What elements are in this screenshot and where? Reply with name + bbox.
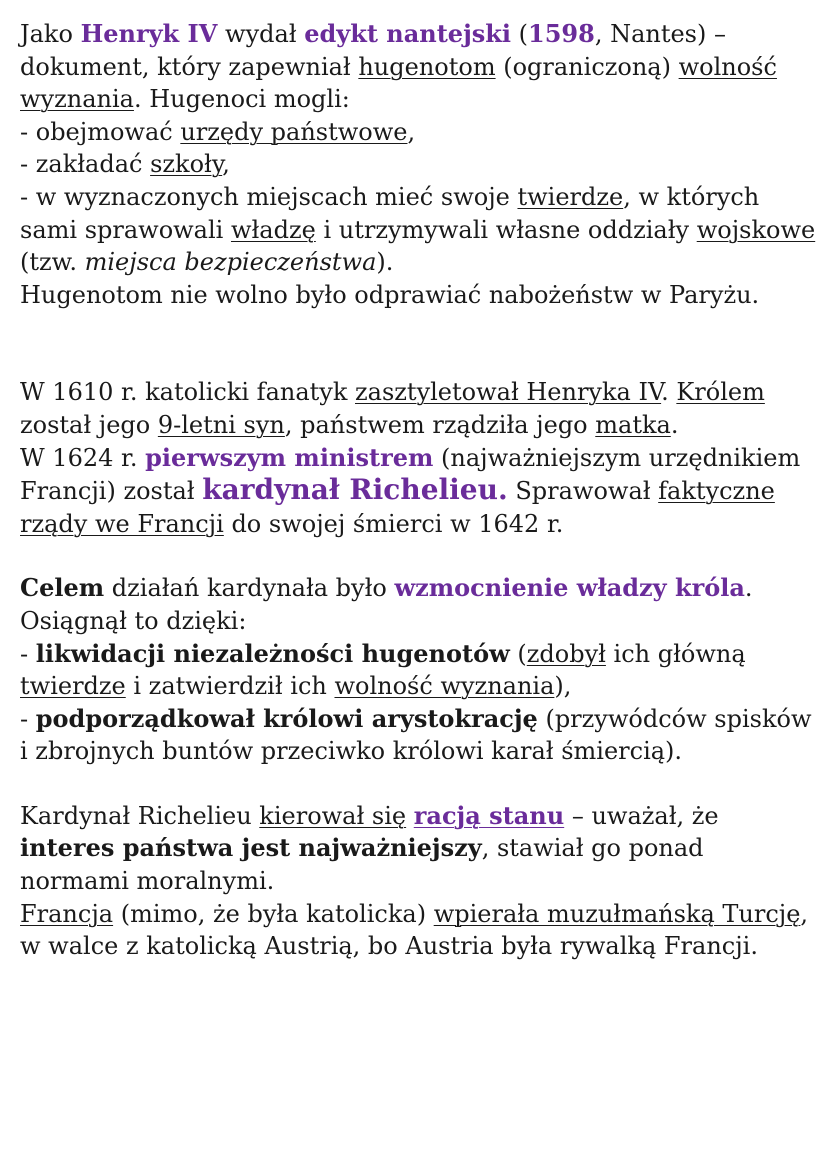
text-run: wojskowe: [696, 215, 816, 244]
text-run: hugenotom: [358, 52, 496, 81]
text-run: W 1610 r. katolicki fanatyk: [20, 378, 356, 407]
paragraph-richelieu-rise: [20, 376, 820, 540]
text-run: , Nantes) – dokument, który zapewniał: [20, 20, 726, 81]
text-run: wolność wyznania: [20, 52, 777, 114]
text-run: miejsca bezpieczeństwa: [84, 248, 377, 277]
text-run: - zakładać: [20, 150, 151, 179]
text-run: (najważniejszym urzędnikiem Francji) został: [20, 443, 801, 506]
text-run: szkoły: [150, 150, 223, 179]
text-run: matka: [595, 410, 671, 439]
text-run: został jego: [20, 410, 158, 439]
text-run: twierdze: [20, 672, 126, 701]
paragraph-edict-of-nantes: [20, 18, 820, 311]
text-run: – uważał, że: [564, 801, 719, 830]
text-run: 1598: [528, 19, 595, 48]
text-run: ,: [222, 150, 230, 179]
text-run: zasztyletował Henryka IV: [355, 378, 662, 407]
paragraph-spacer: [20, 768, 820, 800]
text-run: . Hugenoci mogli:: [133, 85, 350, 114]
text-run: , w których sami sprawowali: [20, 182, 760, 244]
text-run: edykt nantejski: [304, 19, 512, 48]
text-run: faktyczne rządy we Francji: [20, 477, 775, 538]
paragraph-raison-d-etat: [20, 800, 820, 963]
text-run: (ograniczoną): [495, 52, 679, 81]
text-run: Celem: [20, 573, 105, 603]
text-run: ).: [376, 248, 394, 277]
text-run: Hugenotom nie wolno było odprawiać nabożeństw w Paryżu.: [20, 280, 760, 309]
text-run: W 1624 r.: [20, 443, 146, 472]
text-run: , państwem rządziła jego: [284, 410, 596, 439]
text-run: -: [20, 704, 36, 733]
text-run: .: [661, 378, 677, 407]
text-run: ),: [554, 672, 572, 701]
text-run: i zatwierdził ich: [125, 672, 335, 701]
text-run: ,: [407, 117, 416, 146]
text-run: Henryk IV: [80, 19, 218, 48]
paragraph-spacer: [20, 311, 820, 376]
paragraph-cardinal-goals: [20, 572, 820, 768]
text-run: .: [670, 410, 679, 439]
text-run: kardynał Richelieu.: [202, 473, 508, 507]
text-run: - obejmować: [20, 117, 181, 146]
text-run: likwidacji niezależności hugenotów: [35, 638, 510, 668]
text-run: twierdze: [517, 182, 624, 211]
text-run: działań kardynała było: [104, 574, 395, 603]
text-run: do swojej śmierci w 1642 r.: [223, 509, 564, 538]
text-run: Francja: [20, 899, 114, 928]
text-run: , w walce z katolicką Austrią, bo Austria była rywalką Francji.: [20, 899, 809, 961]
text-run: wpierała muzułmańską Turcję: [433, 899, 801, 928]
text-run: i utrzymywali własne oddziały: [315, 215, 697, 244]
paragraph-spacer: [20, 540, 820, 572]
text-run: Jako: [20, 20, 81, 48]
text-run: zdobył: [526, 639, 606, 668]
text-run: , stawiał go ponad normami moralnymi.: [20, 834, 704, 896]
text-run: - w wyznaczonych miejscach mieć swoje: [20, 182, 518, 211]
text-run: interes państwa jest najważniejszy: [20, 833, 482, 863]
text-run: Królem: [676, 378, 765, 407]
text-run: 9-letni syn: [157, 410, 285, 439]
text-run: (tzw.: [20, 248, 85, 277]
text-run: Sprawował: [507, 477, 659, 506]
text-run: -: [20, 639, 36, 668]
text-run: [406, 802, 414, 830]
text-run: (: [511, 20, 529, 48]
text-run: (: [509, 639, 527, 668]
text-run: wolność wyznania: [334, 672, 555, 701]
text-run: urzędy państwowe: [180, 117, 408, 146]
text-run: władzę: [230, 215, 316, 244]
document-page: [20, 18, 820, 963]
text-run: racją stanu: [413, 800, 565, 830]
text-run: wydał: [217, 20, 305, 48]
text-run: kierował się: [259, 801, 407, 830]
text-run: (mimo, że była katolicka): [113, 899, 434, 928]
text-run: Kardynał Richelieu: [20, 801, 260, 830]
text-run: podporządkował królowi arystokrację: [35, 703, 538, 733]
text-run: ich główną: [605, 639, 746, 668]
text-run: (przywódców spisków i zbrojnych buntów przeciwko królowi karał śmiercią).: [20, 704, 812, 766]
text-run: wzmocnienie władzy króla: [394, 573, 745, 603]
text-run: pierwszym ministrem: [145, 442, 434, 472]
text-run: . Osiągnął to dzięki:: [20, 574, 753, 635]
